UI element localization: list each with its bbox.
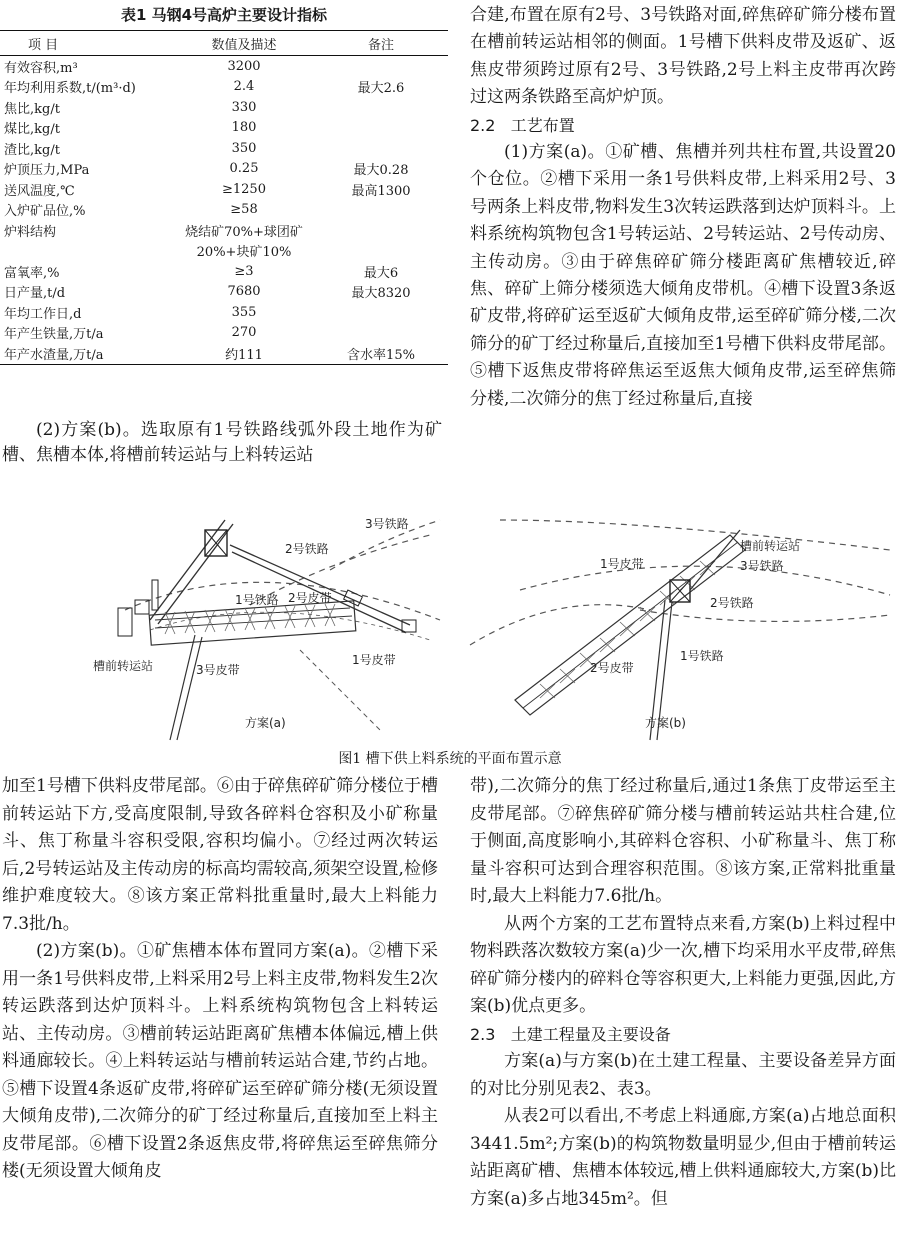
label-belt3-a: 3号皮带 bbox=[196, 663, 240, 677]
scheme-a-diagram bbox=[118, 520, 440, 740]
row-note-cell: 含水率15% bbox=[314, 343, 448, 364]
table-row bbox=[0, 241, 448, 262]
table-row bbox=[0, 138, 448, 159]
row-note-cell bbox=[314, 97, 448, 118]
row-item-cell: 焦比,kg/t bbox=[4, 101, 60, 117]
label-belt1-b: 1号皮带 bbox=[600, 557, 644, 571]
table-caption: 表1 马钢4号高炉主要设计指标 bbox=[120, 6, 328, 24]
row-note-cell bbox=[314, 302, 448, 323]
row-note-cell bbox=[314, 200, 448, 221]
table-row bbox=[0, 323, 448, 344]
row-note-cell: 最大2.6 bbox=[357, 81, 405, 97]
row-item-cell: 年产生铁量,万t/a bbox=[4, 327, 104, 343]
scheme-a-labels bbox=[93, 516, 409, 730]
row-item-cell: 煤比,kg/t bbox=[4, 122, 60, 138]
table-row bbox=[0, 97, 448, 118]
table-row bbox=[0, 56, 448, 77]
paragraph: 合建,布置在原有2号、3号铁路对面,碎焦碎矿筛分楼布置在槽前转运站相邻的侧面。1号槽下供料皮带及返矿、返焦皮带须跨过原有2号、3号铁路,2号上料主皮带再次跨过这两条铁路至高炉炉顶。 bbox=[470, 5, 896, 108]
table-row bbox=[0, 343, 448, 364]
label-rail1-b: 1号铁路 bbox=[680, 649, 724, 663]
rail3-line-b bbox=[500, 520, 890, 550]
row-note-cell: 最高1300 bbox=[351, 183, 411, 199]
row-value-cell: ≥3 bbox=[234, 263, 254, 279]
row-item-cell: 渣比,kg/t bbox=[4, 142, 60, 158]
row-note-cell bbox=[314, 56, 448, 77]
row-value-cell: 约111 bbox=[174, 343, 314, 364]
table-row bbox=[0, 261, 448, 282]
label-station-a: 槽前转运站 bbox=[93, 659, 154, 673]
row-item-cell: 年产水渣量,万t/a bbox=[0, 343, 174, 364]
row-item-cell: 炉顶压力,MPa bbox=[4, 163, 90, 179]
row-value-cell: ≥58 bbox=[230, 202, 258, 218]
row-note-cell: 最大8320 bbox=[351, 286, 411, 302]
row-note-cell: 最大0.28 bbox=[353, 163, 409, 179]
row-item-cell: 年均工作日,d bbox=[4, 306, 82, 322]
row-value-cell: ≥1250 bbox=[222, 181, 266, 197]
row-value-cell: 355 bbox=[231, 304, 257, 320]
paragraph: (1)方案(a)。①矿槽、焦槽并列共柱布置,共设置20个仓位。②槽下采用一条1号供料皮带,上料采用2号、3号两条上料皮带,物料发生3次转运跌落到达炉顶料斗。上料系统构筑物包含1号转运站、2号转运站、2号传动房、主传动房。③由于碎焦碎矿筛分楼距离矿焦槽较近,碎焦、碎矿上筛分楼须选大倾角皮带机。④槽下设置3条返矿皮带,将碎矿运至返矿大倾角皮带,运至碎矿筛分楼,二次筛分的矿丁经过称量后,直接加至1号槽下供料皮带尾部。⑤槽下返焦皮带将碎焦运至返焦大倾角皮带,运至碎焦筛分楼,二次筛分的焦丁经过称量后,直接 bbox=[470, 142, 896, 409]
bunker-a bbox=[149, 601, 356, 645]
label-rail1-a: 1号铁路 bbox=[235, 593, 279, 607]
label-rail3-b: 3号铁路 bbox=[740, 559, 784, 573]
paragraph: 加至1号槽下供料皮带尾部。⑥由于碎焦碎矿筛分楼位于槽前转运站下方,受高度限制,导致各碎料仓容积及小矿称量斗、焦丁称量斗容积受限,容积均偏小。⑦经过两次转运后,2号转运站及主传动房的标高均需较高,须架空设置,检修维护难度较大。⑧该方案正常料批重量时,最大上料能力7.3批/h。 bbox=[2, 776, 438, 934]
table-row bbox=[0, 282, 448, 303]
table-row bbox=[0, 77, 448, 98]
row-item-cell bbox=[0, 241, 174, 262]
row-item-cell: 有效容积,m³ bbox=[4, 60, 78, 76]
row-value-cell: 7680 bbox=[227, 284, 261, 300]
paragraph: 方案(a)与方案(b)在土建工程量、主要设备差异方面的对比分别见表2、表3。 bbox=[470, 1051, 896, 1099]
figure-caption: 图1 槽下供上料系统的平面布置示意 bbox=[338, 751, 562, 767]
row-note-cell bbox=[314, 241, 448, 262]
belt-a-lower bbox=[170, 635, 202, 740]
row-item-cell: 炉料结构 bbox=[4, 224, 57, 240]
row-note-cell: 最大6 bbox=[363, 265, 399, 281]
section-heading: 2.3 土建工程量及主要设备 bbox=[470, 1024, 671, 1044]
label-rail3-a: 3号铁路 bbox=[365, 517, 409, 531]
row-value-cell: 270 bbox=[231, 325, 257, 341]
left-top-text bbox=[2, 418, 442, 468]
row-item-cell: 入炉矿品位,% bbox=[4, 204, 86, 220]
row-note-cell bbox=[314, 220, 448, 241]
right-top-text bbox=[470, 2, 896, 413]
row-value-cell: 2.4 bbox=[233, 79, 255, 95]
col-header-value: 数值及描述 bbox=[174, 31, 314, 56]
row-note-cell bbox=[314, 118, 448, 139]
table-row bbox=[0, 220, 448, 241]
row-item-cell: 日产量,t/d bbox=[4, 286, 66, 302]
row-item-cell: 年均利用系数,t/(m³·d) bbox=[4, 81, 136, 97]
belt-a-upper bbox=[150, 520, 233, 624]
label-belt2-b: 2号皮带 bbox=[590, 661, 634, 675]
paragraph: 带),二次筛分的焦丁经过称量后,通过1条焦丁皮带运至主皮带尾部。⑦碎焦碎矿筛分楼与槽前转运站共柱合建,位于侧面,高度影响小,其碎料仓容积、小矿称量斗、焦丁称量斗容积可达到合理容积范围。⑧该方案,正常料批重量时,最大上料能力7.6批/h。 bbox=[470, 776, 896, 906]
row-value-cell: 350 bbox=[231, 140, 257, 156]
row-value-cell: 330 bbox=[231, 99, 257, 115]
row-value-cell: 烧结矿70%+球团矿 bbox=[185, 224, 303, 240]
row-value-cell: 0.25 bbox=[229, 161, 259, 177]
right-bottom-text bbox=[470, 773, 896, 1213]
label-rail2-b: 2号铁路 bbox=[710, 596, 754, 610]
scheme-b-labels bbox=[590, 538, 800, 730]
row-value-cell: 180 bbox=[231, 120, 257, 136]
label-belt2-a: 2号皮带 bbox=[288, 591, 332, 605]
table-block bbox=[0, 0, 448, 395]
table-row bbox=[0, 118, 448, 139]
table-row bbox=[0, 302, 448, 323]
figure-1 bbox=[0, 500, 900, 765]
table-row bbox=[0, 159, 448, 180]
row-value-cell: 20%+块矿10% bbox=[196, 245, 292, 261]
row-item-cell: 富氧率,% bbox=[4, 265, 60, 281]
label-station-b: 槽前转运站 bbox=[740, 539, 801, 553]
section-heading: 2.2 工艺布置 bbox=[470, 115, 575, 135]
table-row bbox=[0, 200, 448, 221]
table-header-row bbox=[0, 31, 448, 56]
paragraph: 从两个方案的工艺布置特点来看,方案(b)上料过程中物料跌落次数较方案(a)少一次,槽下均采用水平皮带,碎焦碎矿筛分楼内的碎料仓等容积更大,上料能力更强,因此,方案(b)优点更多。 bbox=[470, 913, 896, 1016]
scheme-b-caption: 方案(b) bbox=[645, 716, 686, 730]
row-note-cell bbox=[314, 138, 448, 159]
layout-diagram bbox=[0, 500, 900, 750]
scheme-b-diagram bbox=[470, 520, 890, 740]
paragraph: (2)方案(b)。选取原有1号铁路线弧外段土地作为矿槽、焦槽本体,将槽前转运站与上料转运站 bbox=[2, 420, 442, 465]
col-header-item: 项 目 bbox=[0, 31, 174, 56]
spec-table bbox=[0, 30, 448, 365]
paragraph: (2)方案(b)。①矿焦槽本体布置同方案(a)。②槽下采用一条1号供料皮带,上料采用2号上料主皮带,物料发生2次转运跌落到达炉顶料斗。上料系统构筑物包含上料转运站、主传动房。③槽前转运站距离矿焦槽本体偏远,槽上供料通廊较长。④上料转运站与槽前转运站合建,节约占地。⑤槽下设置4条返矿皮带,将碎矿运至碎矿筛分楼(无须设置大倾角皮带),二次筛分的矿丁经过称量后,直接加至上料主皮带尾部。⑥槽下设置2条返焦皮带,将碎焦运至碎焦筛分楼(无须设置大倾角皮 bbox=[2, 941, 438, 1181]
row-value-cell: 3200 bbox=[227, 58, 261, 74]
table-row bbox=[0, 179, 448, 200]
scheme-a-caption: 方案(a) bbox=[245, 716, 286, 730]
row-note-cell bbox=[314, 323, 448, 344]
label-belt1-a: 1号皮带 bbox=[352, 653, 396, 667]
label-rail2-a: 2号铁路 bbox=[285, 542, 329, 556]
row-item-cell: 送风温度,℃ bbox=[4, 183, 75, 199]
col-header-note: 备注 bbox=[314, 31, 448, 56]
belt-a-right bbox=[230, 545, 410, 632]
left-bottom-text bbox=[2, 773, 438, 1186]
paragraph: 从表2可以看出,不考虑上料通廊,方案(a)占地总面积3441.5m²;方案(b)的构筑物数量明显少,但由于槽前转运站距离矿槽、焦槽本体较远,槽上供料通廊较大,方案(b)比方案(a)多占地345m²。但 bbox=[470, 1106, 896, 1209]
